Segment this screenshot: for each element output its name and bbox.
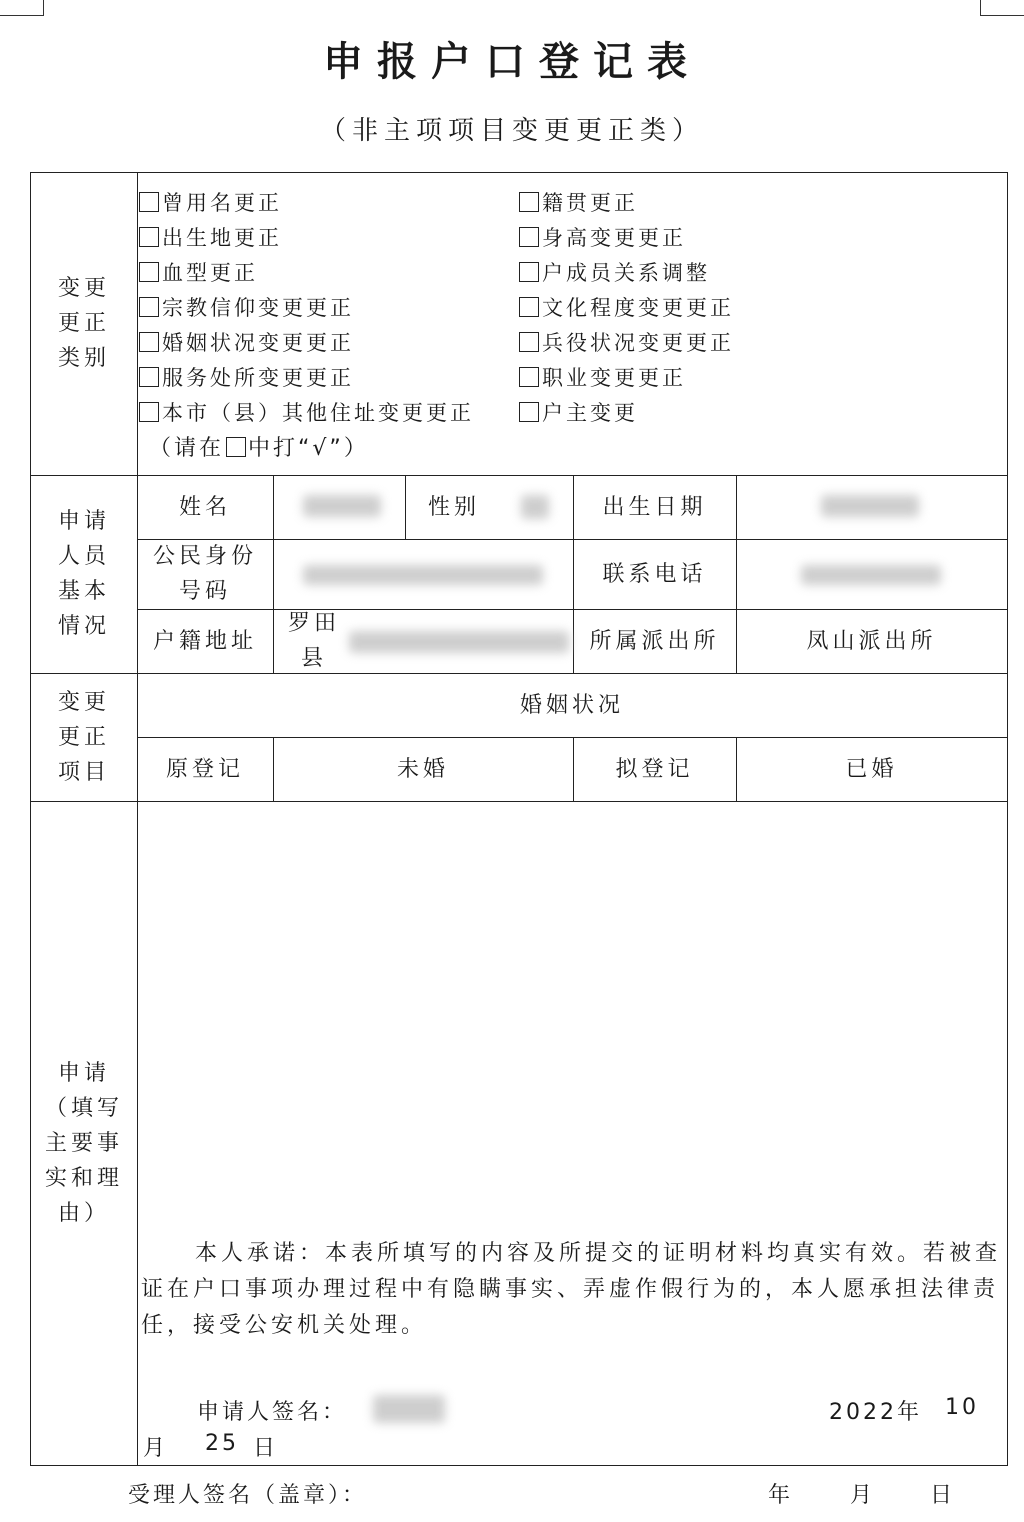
- checkbox-icon: [226, 437, 246, 457]
- checkbox-icon[interactable]: [519, 262, 539, 282]
- checkbox-icon[interactable]: [519, 297, 539, 317]
- option-former-name[interactable]: 曾用名更正: [139, 187, 282, 217]
- option-household-relation[interactable]: 户成员关系调整: [519, 257, 710, 287]
- receiver-year: 年: [768, 1483, 794, 1508]
- redacted-gender: [521, 495, 549, 519]
- address-value: 罗田县: [287, 611, 340, 671]
- checkbox-icon[interactable]: [519, 332, 539, 352]
- redacted-name: [303, 495, 381, 517]
- redacted-signature[interactable]: [373, 1395, 445, 1423]
- option-workplace[interactable]: 服务处所变更更正: [139, 362, 354, 392]
- sign-month-value: 10: [945, 1395, 979, 1420]
- proposed-value: 已婚: [845, 756, 898, 782]
- checkbox-icon[interactable]: [519, 192, 539, 212]
- checkbox-icon[interactable]: [519, 402, 539, 422]
- option-military-service[interactable]: 兵役状况变更更正: [519, 327, 734, 357]
- birth-date-label: 出生日期: [602, 494, 707, 520]
- divider: [137, 173, 138, 1465]
- checkbox-instruction: （请在 中打“√”）: [149, 436, 369, 461]
- checkbox-icon[interactable]: [139, 262, 159, 282]
- sign-day-value: 25: [205, 1431, 239, 1456]
- receiver-month: 月: [850, 1483, 876, 1508]
- checkbox-icon[interactable]: [139, 367, 159, 387]
- checkbox-icon[interactable]: [519, 227, 539, 247]
- form-subtitle: （非主项项目变更更正类）: [319, 116, 704, 146]
- divider: [273, 475, 274, 673]
- form-title: 申报户口登记表: [323, 39, 701, 85]
- registration-form: [30, 172, 1008, 1466]
- option-height[interactable]: 身高变更更正: [519, 222, 686, 252]
- sign-day-unit: 日: [253, 1436, 279, 1461]
- gender-label: 性别: [427, 494, 480, 520]
- change-item-label: 变更更正项目: [57, 689, 110, 785]
- crop-mark-top-left: [0, 0, 44, 16]
- checkbox-icon[interactable]: [139, 192, 159, 212]
- crop-mark-top-right: [980, 0, 1024, 16]
- checkbox-icon[interactable]: [139, 297, 159, 317]
- police-station-value: 凤山派出所: [806, 628, 937, 654]
- receiver-signature-label: 受理人签名（盖章）：: [128, 1483, 368, 1508]
- checkbox-icon[interactable]: [139, 402, 159, 422]
- change-type-label: 变更更正类别: [57, 275, 110, 371]
- redacted-phone: [801, 565, 941, 585]
- signature-label: 申请人签名：: [197, 1400, 348, 1425]
- applicant-promise: 本人承诺：本表所填写的内容及所提交的证明材料均真实有效。若被查证在户口事项办理过程中有隐瞒事实、弄虚作假行为的，本人愿承担法律责任，接受公安机关处理。: [141, 1241, 1002, 1338]
- option-birthplace[interactable]: 出生地更正: [139, 222, 282, 252]
- checkbox-icon[interactable]: [519, 367, 539, 387]
- phone-label: 联系电话: [602, 561, 707, 587]
- sign-year: 2022年: [829, 1400, 922, 1425]
- receiver-day: 日: [930, 1483, 956, 1508]
- option-blood-type[interactable]: 血型更正: [139, 257, 258, 287]
- original-value: 未婚: [396, 756, 449, 782]
- applicant-label: 申请人员基本情况: [57, 509, 110, 639]
- address-label: 户籍地址: [152, 628, 257, 654]
- option-head-of-household[interactable]: 户主变更: [519, 397, 638, 427]
- redacted-birth-date: [821, 495, 919, 517]
- id-number-label: 公民身份号码: [153, 544, 258, 604]
- name-label: 姓名: [178, 494, 231, 520]
- option-marital-status[interactable]: 婚姻状况变更更正: [139, 327, 354, 357]
- application-label: 申请（填写主要事实和理由）: [44, 1060, 123, 1226]
- sign-month-unit: 月: [143, 1436, 169, 1461]
- police-station-label: 所属派出所: [589, 628, 720, 654]
- original-label: 原登记: [165, 756, 244, 782]
- redacted-id-number: [303, 565, 543, 585]
- option-native-place[interactable]: 籍贯更正: [519, 187, 638, 217]
- option-education[interactable]: 文化程度变更更正: [519, 292, 734, 322]
- divider: [31, 801, 1007, 802]
- checkbox-icon[interactable]: [139, 227, 159, 247]
- checkbox-icon[interactable]: [139, 332, 159, 352]
- option-occupation[interactable]: 职业变更更正: [519, 362, 686, 392]
- option-other-address[interactable]: 本市（县）其他住址变更更正: [139, 397, 474, 427]
- proposed-label: 拟登记: [615, 756, 694, 782]
- redacted-address: [349, 631, 569, 653]
- change-item-value: 婚姻状况: [519, 692, 624, 718]
- option-religion[interactable]: 宗教信仰变更更正: [139, 292, 354, 322]
